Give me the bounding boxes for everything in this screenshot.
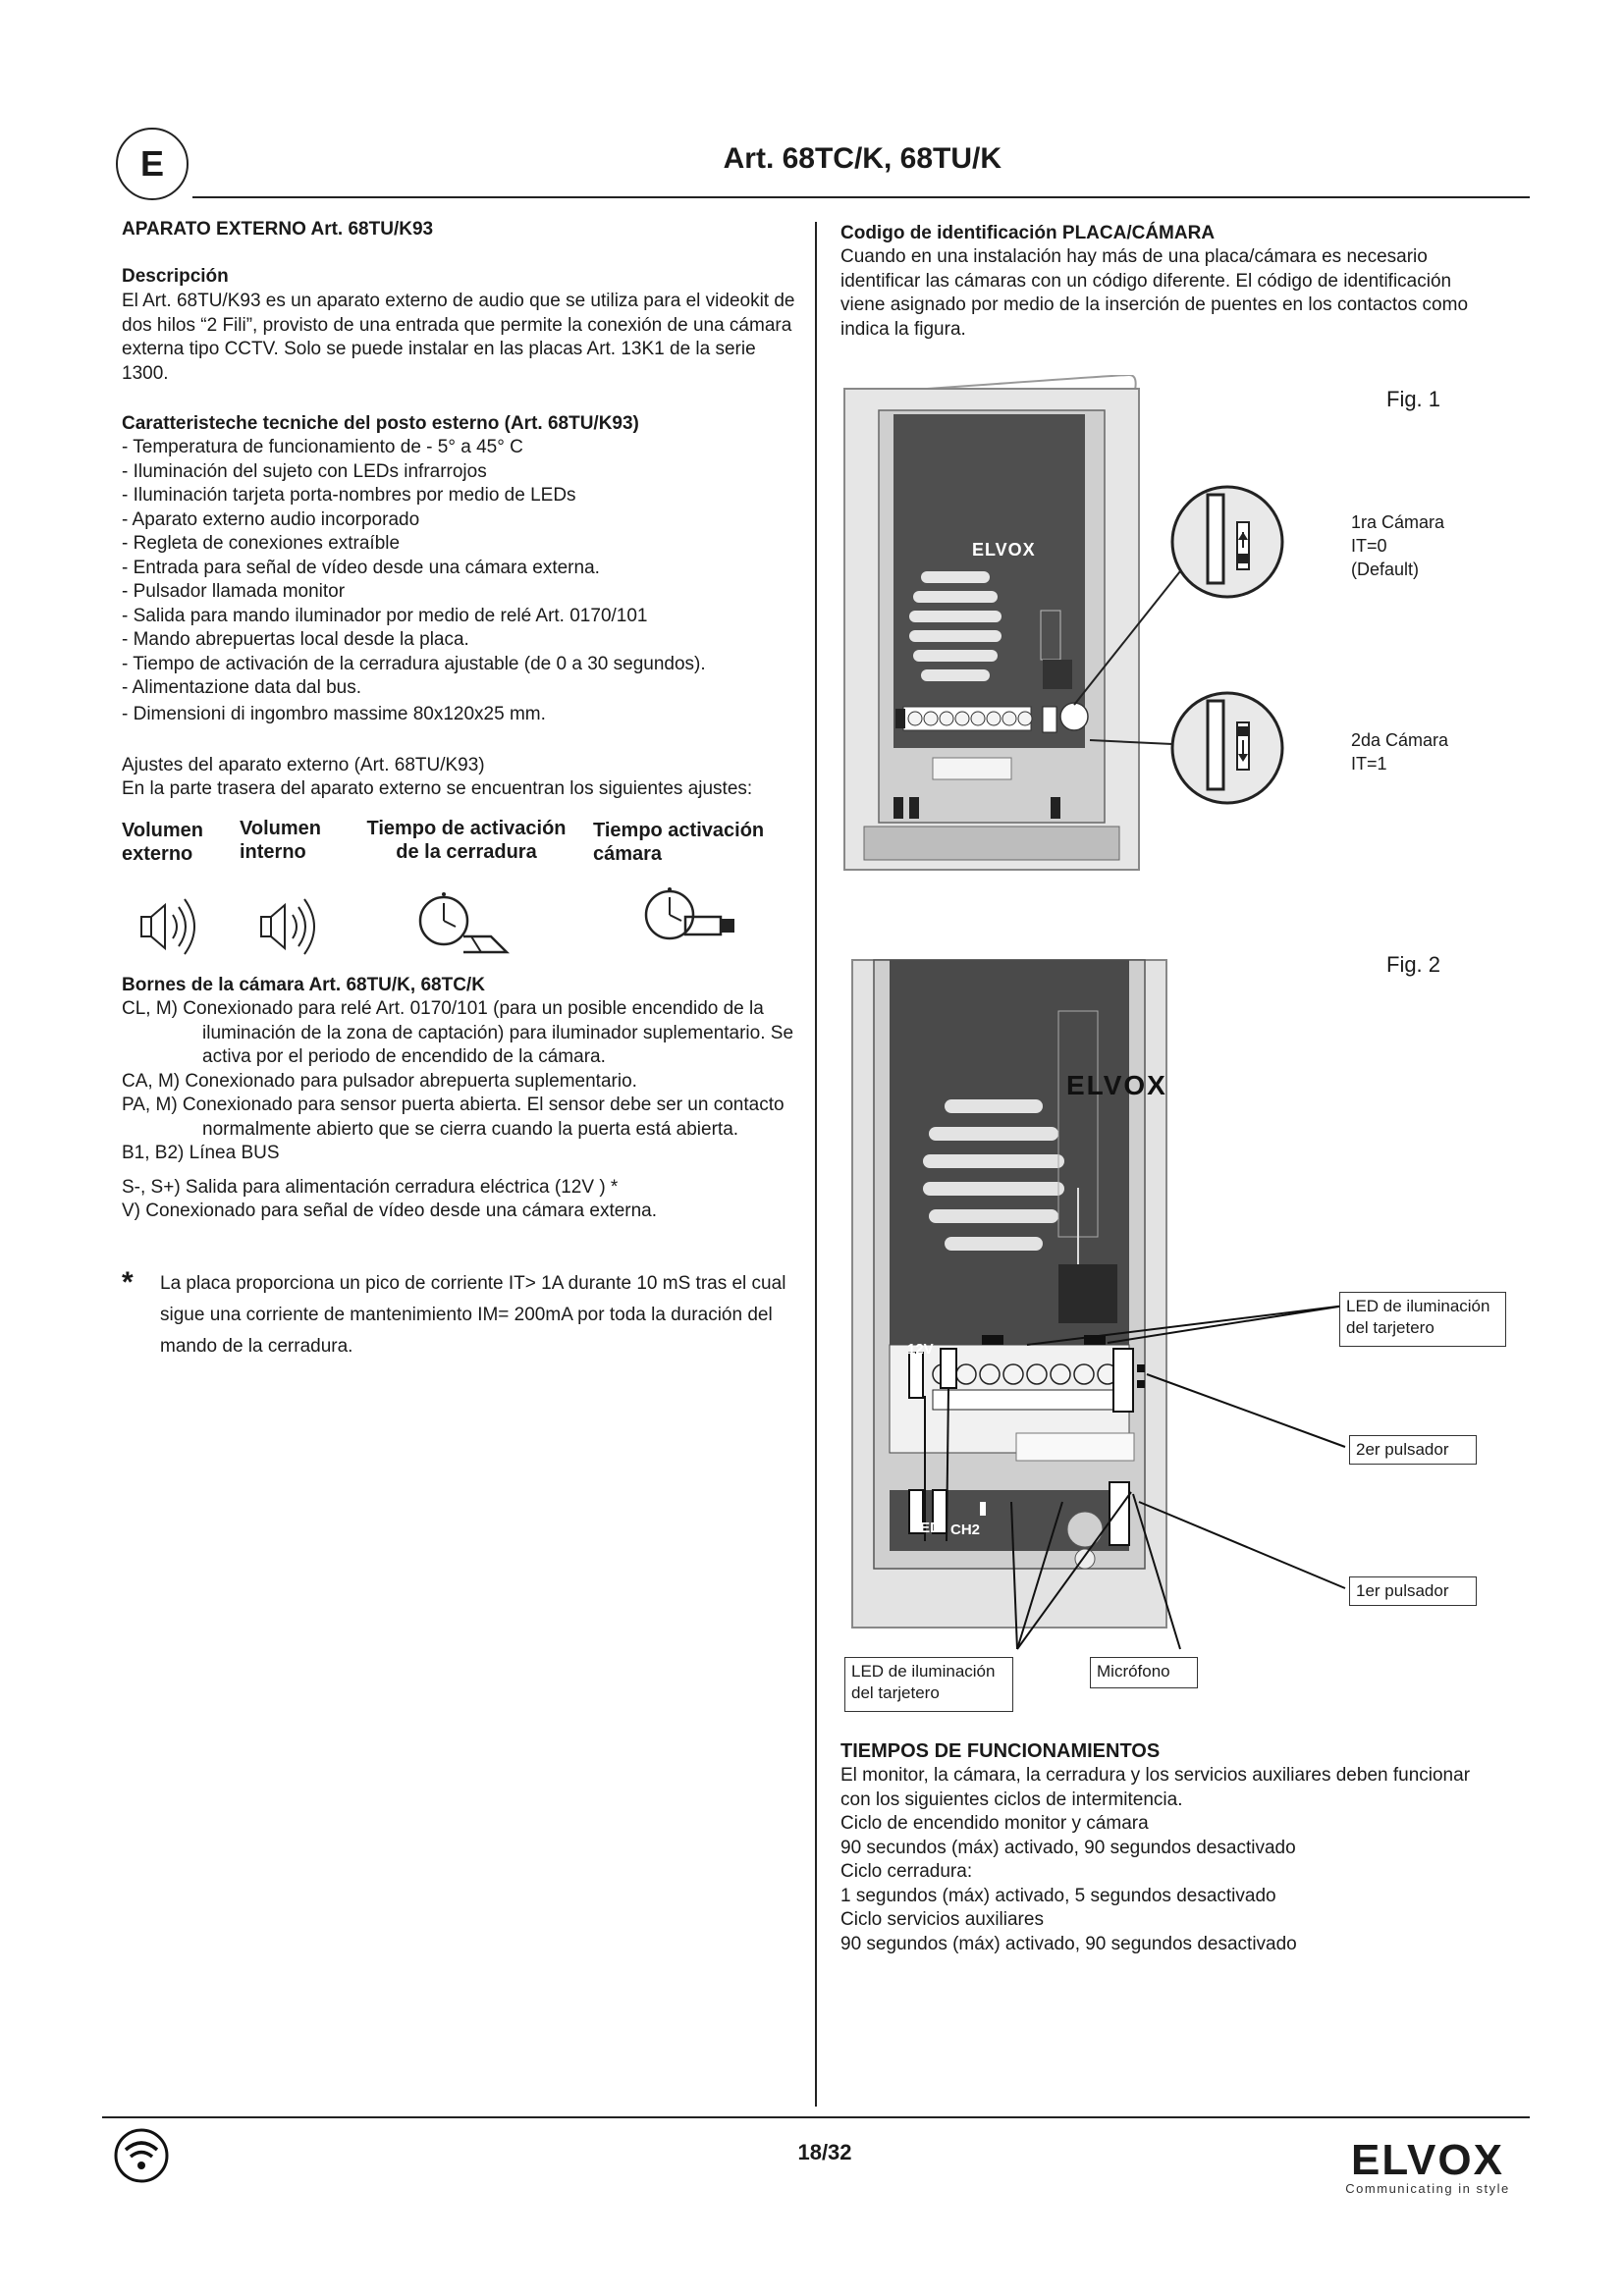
feature-item: - Temperatura de funcionamiento de - 5° a 45° C — [122, 437, 523, 457]
control-label-camera-time: Tiempo activación cámara — [593, 820, 765, 865]
brand-logo: ELVOX — [1351, 2136, 1504, 2184]
control-label-lock-time: Tiempo de activación de la cerradura — [366, 818, 567, 863]
timing-list — [840, 1764, 1485, 1956]
clock-lock-icon — [416, 889, 524, 958]
feature-item: - Iluminación tarjeta porta-nombres por medio de LEDs — [122, 485, 576, 506]
fig1-label: Fig. 1 — [1386, 387, 1441, 411]
page-title: Art. 68TC/K, 68TU/K — [723, 142, 1001, 175]
adjustments-line1: Ajustes del aparato externo (Art. 68TU/K93) — [122, 755, 485, 775]
timing-line: El monitor, la cámara, la cerradura y los servicios auxiliares deben funcionar con los siguientes ciclos de intermitencia. — [840, 1765, 1471, 1810]
fig1-brand: ELVOX — [972, 540, 1036, 560]
feature-item: - Entrada para señal de vídeo desde una cámara externa. — [122, 557, 600, 578]
page-number: 18/32 — [797, 2140, 852, 2164]
terminal-item: CL, M) Conexionado para relé Art. 0170/101 (para un posible encendido de la iluminación de la zona de captación) para iluminador suplementario. Se activa por el periodo de encendido de la cámara. — [122, 998, 794, 1067]
feature-item: - Salida para mando iluminador por medio de relé Art. 0170/101 — [122, 605, 648, 626]
control-label-volume-external: Volumen externo — [122, 820, 203, 865]
timing-line: Ciclo de encendido monitor y cámara — [840, 1813, 1149, 1834]
feature-item: - Alimentazione data dal bus. — [122, 677, 361, 698]
adjustments-line2: En la parte trasera del aparato externo se encuentran los siguientes ajustes: — [122, 778, 753, 799]
section-title: APARATO EXTERNO Art. 68TU/K93 — [122, 219, 434, 240]
callout-led-bottom: LED de iluminación del tarjetero — [844, 1657, 1013, 1712]
footer-rule — [102, 2116, 1530, 2118]
features-heading: Caratteristeche tecniche del posto esterno (Art. 68TU/K93) — [122, 413, 639, 434]
timing-line: 90 secundos (máx) activado, 90 segundos desactivado — [840, 1837, 1296, 1858]
column-divider — [815, 222, 817, 2107]
timing-heading: TIEMPOS DE FUNCIONAMIENTOS — [840, 1740, 1161, 1762]
terminals-list — [122, 997, 799, 1224]
two-wire-icon — [112, 2126, 171, 2185]
figure-1 — [835, 375, 1522, 885]
feature-item: - Pulsador llamada monitor — [122, 581, 346, 602]
feature-item: - Aparato externo audio incorporado — [122, 508, 420, 530]
callout-1er-pulsador: 1er pulsador — [1349, 1576, 1477, 1606]
callout-microfono: Micrófono — [1090, 1657, 1198, 1688]
timing-line: Ciclo servicios auxiliares — [840, 1909, 1044, 1930]
description-heading: Descripción — [122, 266, 229, 287]
brand-tagline: Communicating in style — [1345, 2181, 1510, 2196]
header-rule — [192, 196, 1530, 198]
note-star: * — [122, 1266, 134, 1299]
feature-item: - Mando abrepuertas local desde la placa. — [122, 629, 469, 650]
control-label-volume-internal: Volumen interno — [240, 818, 321, 863]
language-badge: E — [116, 128, 189, 200]
terminal-item: V) Conexionado para señal de vídeo desde una cámara externa. — [122, 1201, 658, 1221]
feature-item: - Dimensioni di ingombro massime 80x120x25 mm. — [122, 703, 546, 724]
speaker-icon — [134, 887, 212, 966]
terminal-item: CA, M) Conexionado para pulsador abrepuerta suplementario. — [122, 1070, 637, 1092]
clock-camera-icon — [642, 887, 750, 956]
terminal-item: B1, B2) Línea BUS — [122, 1143, 280, 1163]
timing-line: Ciclo cerradura: — [840, 1861, 973, 1882]
id-code-heading: Codigo de identificación PLACA/CÁMARA — [840, 223, 1216, 243]
terminal-item: S-, S+) Salida para alimentación cerradura eléctrica (12V ) * — [122, 1176, 619, 1198]
timing-line: 1 segundos (máx) activado, 5 segundos desactivado — [840, 1885, 1276, 1906]
terminals-heading: Bornes de la cámara Art. 68TU/K, 68TC/K — [122, 975, 485, 995]
callout-led-top: LED de iluminación del tarjetero — [1339, 1292, 1506, 1347]
feature-item: - Tiempo de activación de la cerradura ajustable (de 0 a 30 segundos). — [122, 653, 706, 674]
id-code-text: Cuando en una instalación hay más de una placa/cámara es necesario identificar las cámaras con un código diferente. El código de identificación viene asignado por medio de la inserción de puentes en los contactos como indica la figura. — [840, 246, 1469, 340]
fig2-12v-label: 12V — [907, 1341, 934, 1358]
feature-item: - Regleta de conexiones extraíble — [122, 533, 401, 554]
features-list — [122, 436, 799, 726]
note-text: La placa proporciona un pico de corriente IT> 1A durante 10 mS tras el cual sigue una corriente de mantenimiento IM= 200mA por toda la duración del mando de la cerradura. — [160, 1273, 786, 1357]
callout-2er-pulsador: 2er pulsador — [1349, 1435, 1477, 1465]
fig1-camera1-callout: 1ra Cámara IT=0 (Default) — [1351, 512, 1445, 579]
fig2-brand: ELVOX — [1066, 1070, 1167, 1100]
timing-line: 90 segundos (máx) activado, 90 segundos desactivado — [840, 1933, 1297, 1954]
description-text: El Art. 68TU/K93 es un aparato externo de audio que se utiliza para el videokit de dos hilos “2 Fili”, provisto de una entrada que permite la conexión de una cámara externa tipo CCTV. Solo se puede instalar en las placas Art. 13K1 de la serie 1300. — [122, 291, 795, 384]
fig2-label: Fig. 2 — [1386, 952, 1441, 977]
fig1-camera2-callout: 2da Cámara IT=1 — [1351, 730, 1449, 774]
fig2-ch2-label: CH2 — [950, 1522, 981, 1538]
fig2-led-label: LED — [911, 1520, 941, 1536]
speaker-icon — [253, 887, 332, 966]
terminal-item: PA, M) Conexionado para sensor puerta abierta. El sensor debe ser un contacto normalmente abierto que se cierra cuando la puerta está abierta. — [122, 1095, 785, 1140]
feature-item: - Iluminación del sujeto con LEDs infrarrojos — [122, 460, 487, 482]
